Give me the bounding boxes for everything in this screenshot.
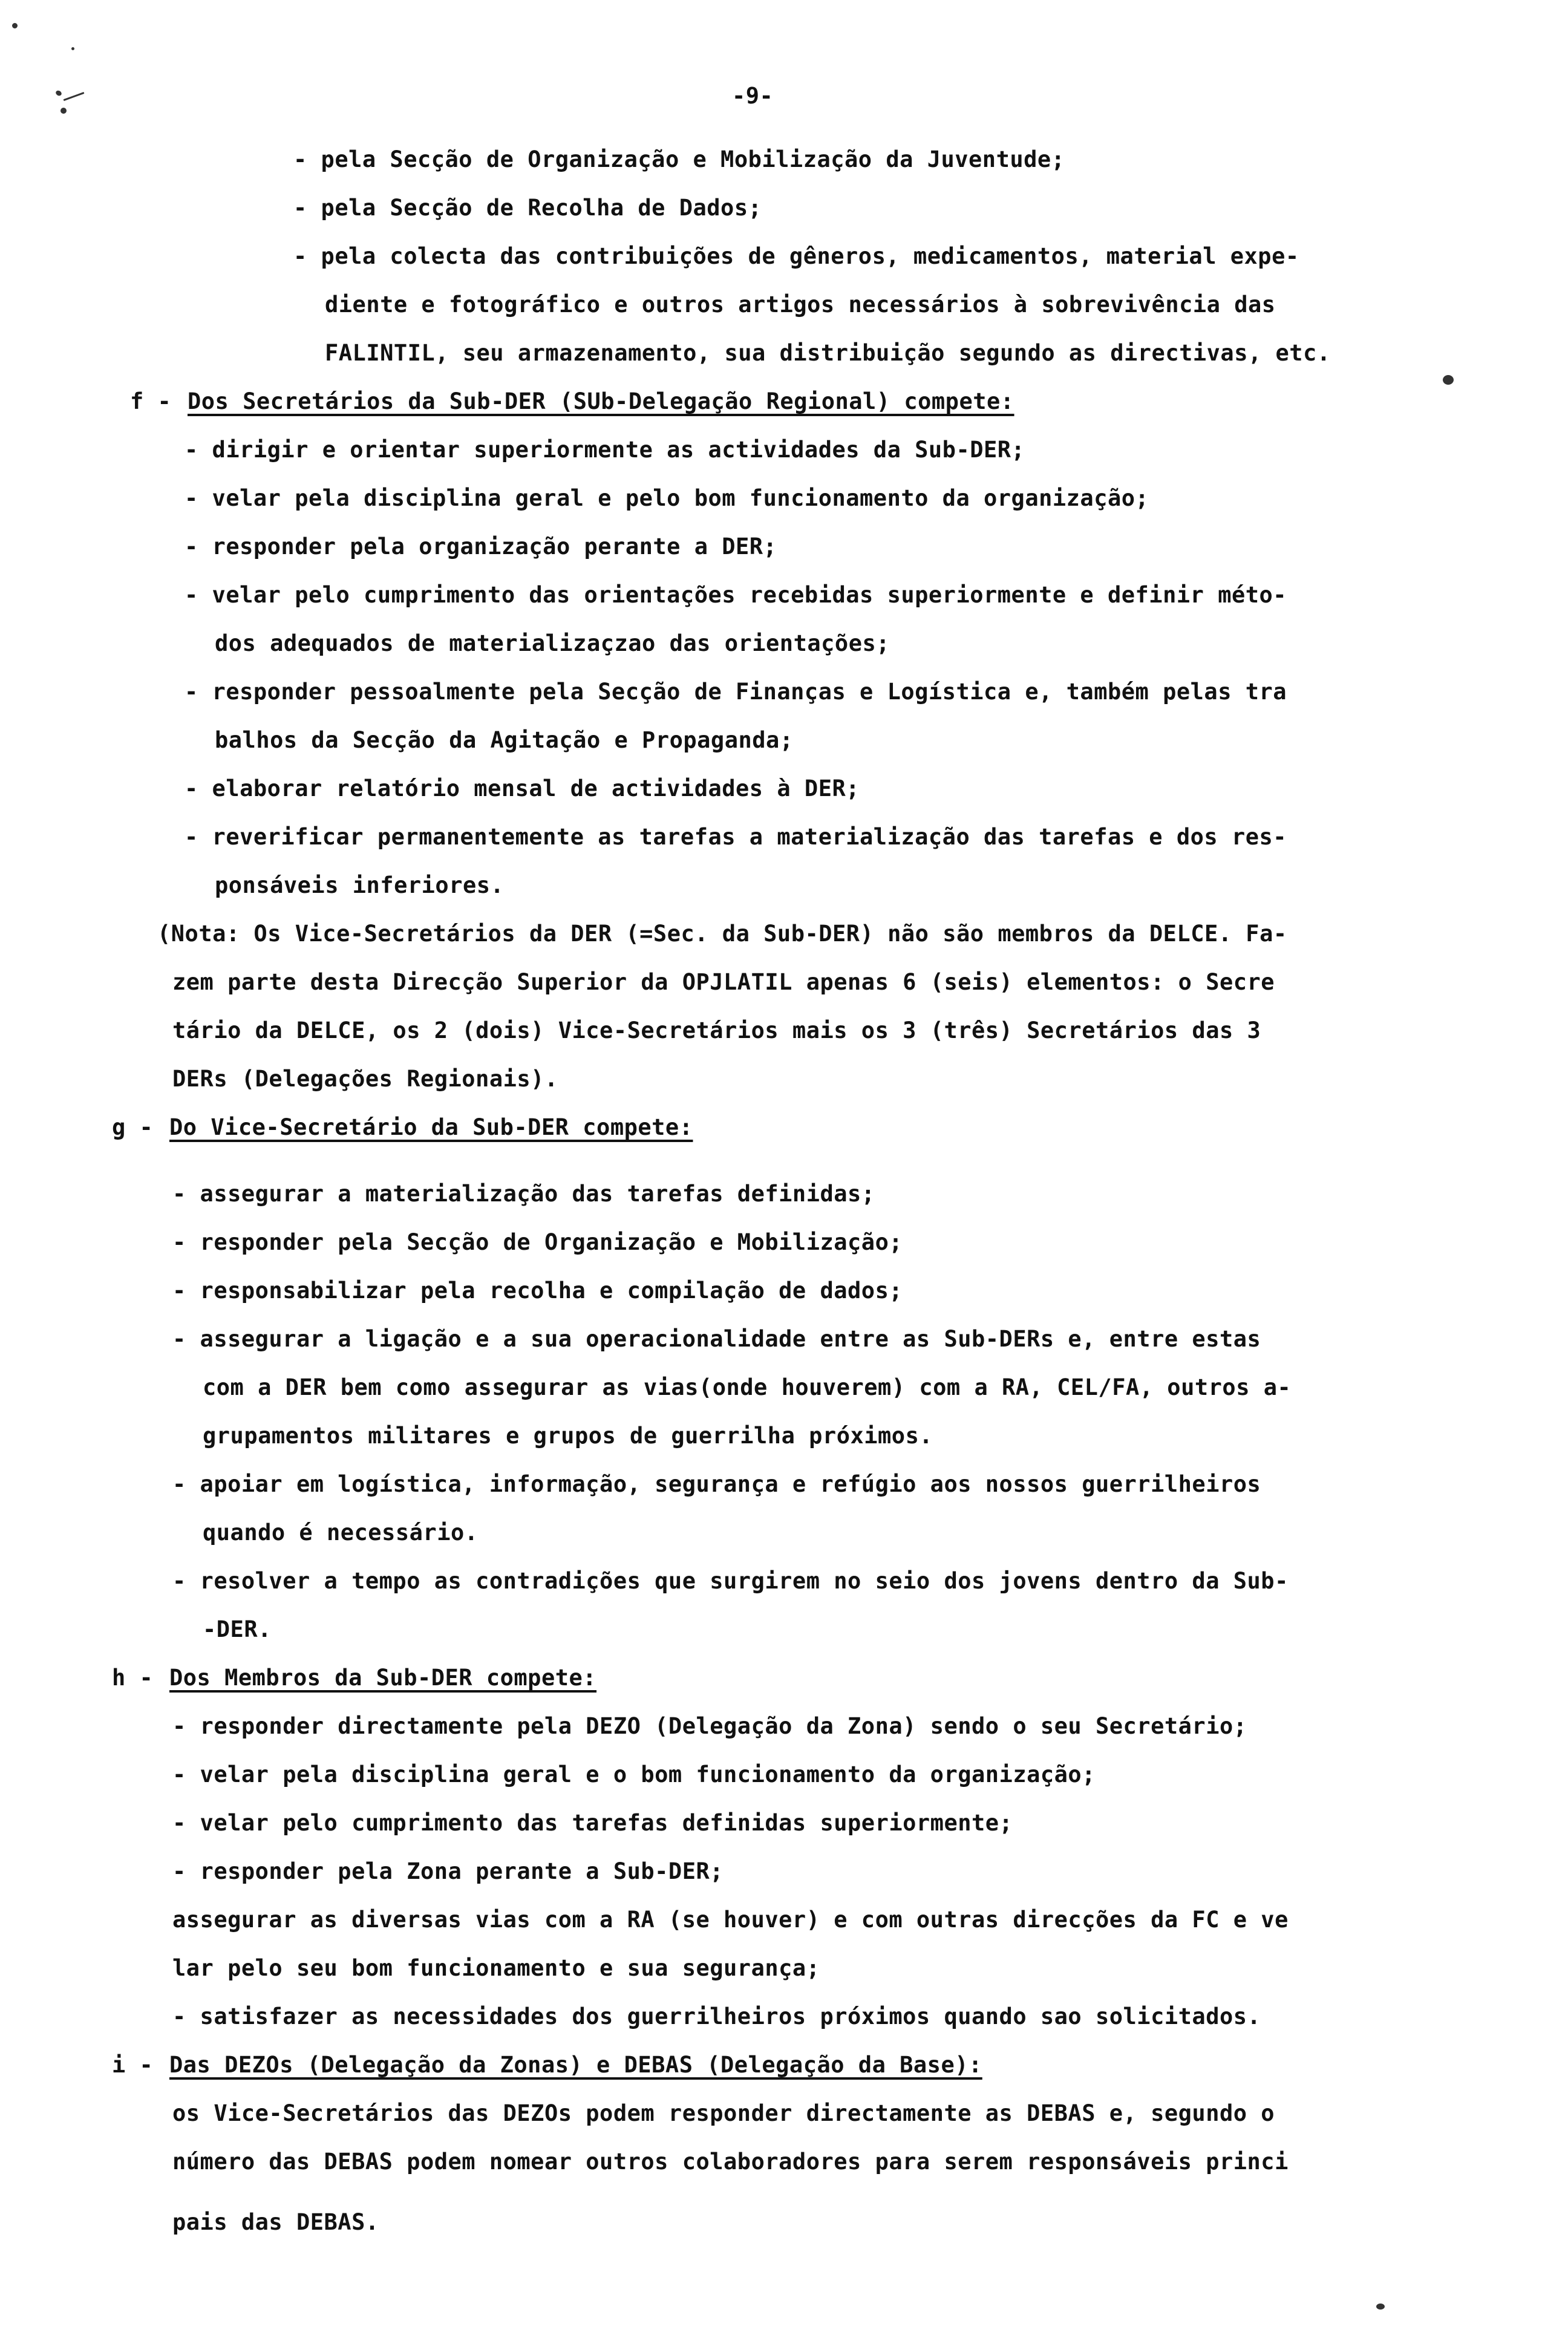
list-item: - responder pela Secção de Organização e Mobilização; xyxy=(172,1229,903,1255)
list-item: os Vice-Secretários das DEZOs podem responder directamente as DEBAS e, segundo o xyxy=(172,2100,1275,2126)
note-line: zem parte desta Direcção Superior da OPJLATIL apenas 6 (seis) elementos: o Secre xyxy=(172,969,1275,995)
list-item: - elaborar relatório mensal de actividades à DER; xyxy=(185,775,860,802)
list-item: - velar pelo cumprimento das orientações recebidas superiormente e definir méto- xyxy=(185,582,1287,608)
list-item: - pela colecta das contribuições de gêneros, medicamentos, material expe- xyxy=(293,243,1299,269)
list-item: com a DER bem como assegurar as vias(onde houverem) com a RA, CEL/FA, outros a- xyxy=(203,1374,1292,1400)
note-line: (Nota: Os Vice-Secretários da DER (=Sec. da Sub-DER) não são membros da DELCE. Fa- xyxy=(157,921,1287,947)
list-item: - apoiar em logística, informação, segurança e refúgio aos nossos guerrilheiros xyxy=(172,1471,1261,1497)
list-item: - reverificar permanentemente as tarefas a materialização das tarefas e dos res- xyxy=(185,824,1287,850)
list-item: - assegurar a materialização das tarefas definidas; xyxy=(172,1181,875,1207)
scan-mark xyxy=(1376,2303,1385,2310)
list-item: - dirigir e orientar superiormente as actividades da Sub-DER; xyxy=(185,437,1025,463)
list-item: FALINTIL, seu armazenamento, sua distribuição segundo as directivas, etc. xyxy=(325,340,1331,366)
note-line: DERs (Delegações Regionais). xyxy=(172,1066,558,1092)
list-item: assegurar as diversas vias com a RA (se houver) e com outras direcções da FC e ve xyxy=(172,1907,1289,1933)
list-item: - pela Secção de Organização e Mobilização da Juventude; xyxy=(293,146,1065,172)
list-item: diente e fotográfico e outros artigos necessários à sobrevivência das xyxy=(325,292,1276,318)
scan-mark xyxy=(71,47,74,50)
section-heading: Das DEZOs (Delegação da Zonas) e DEBAS (Delegação da Base): xyxy=(169,2052,982,2078)
section-heading: Do Vice-Secretário da Sub-DER compete: xyxy=(169,1114,693,1140)
list-item: - responder pela Zona perante a Sub-DER; xyxy=(172,1858,724,1884)
list-item: - assegurar a ligação e a sua operacionalidade entre as Sub-DERs e, entre estas xyxy=(172,1326,1261,1352)
list-item: - responder directamente pela DEZO (Delegação da Zona) sendo o seu Secretário; xyxy=(172,1713,1247,1739)
list-item: - responsabilizar pela recolha e compilação de dados; xyxy=(172,1278,903,1304)
section-letter: f - xyxy=(130,388,172,414)
list-item: - velar pela disciplina geral e o bom funcionamento da organização; xyxy=(172,1761,1096,1788)
section-heading: Dos Membros da Sub-DER compete: xyxy=(169,1665,597,1691)
scan-mark xyxy=(60,108,67,114)
list-item: - responder pessoalmente pela Secção de Finanças e Logística e, também pelas tra xyxy=(185,679,1287,705)
section-letter: i - xyxy=(112,2052,154,2078)
list-item: - resolver a tempo as contradições que surgirem no seio dos jovens dentro da Sub- xyxy=(172,1568,1289,1594)
scan-mark xyxy=(64,92,85,101)
scan-mark xyxy=(55,90,63,97)
section-heading: Dos Secretários da Sub-DER (SUb-Delegação Regional) compete: xyxy=(188,388,1014,414)
list-item: número das DEBAS podem nomear outros colaboradores para serem responsáveis princi xyxy=(172,2149,1289,2175)
scan-mark xyxy=(1443,375,1454,385)
list-item: - responder pela organização perante a DER; xyxy=(185,534,777,560)
list-item: ponsáveis inferiores. xyxy=(215,872,505,898)
page-number: -9- xyxy=(732,83,774,109)
list-item: - pela Secção de Recolha de Dados; xyxy=(293,195,762,221)
list-item: dos adequados de materializaçzao das orientações; xyxy=(215,630,890,656)
note-line: tário da DELCE, os 2 (dois) Vice-Secretários mais os 3 (três) Secretários das 3 xyxy=(172,1017,1261,1043)
scan-mark xyxy=(12,23,18,28)
list-item: -DER. xyxy=(203,1616,272,1642)
list-item: quando é necessário. xyxy=(203,1520,479,1546)
list-item: balhos da Secção da Agitação e Propaganda; xyxy=(215,727,794,753)
list-item: - velar pelo cumprimento das tarefas definidas superiormente; xyxy=(172,1810,1013,1836)
list-item: lar pelo seu bom funcionamento e sua segurança; xyxy=(172,1955,820,1981)
section-letter: h - xyxy=(112,1665,154,1691)
list-item: - satisfazer as necessidades dos guerrilheiros próximos quando sao solicitados. xyxy=(172,2003,1261,2029)
section-letter: g - xyxy=(112,1114,154,1140)
list-item: pais das DEBAS. xyxy=(172,2209,379,2235)
list-item: - velar pela disciplina geral e pelo bom funcionamento da organização; xyxy=(185,485,1149,511)
list-item: grupamentos militares e grupos de guerrilha próximos. xyxy=(203,1423,933,1449)
